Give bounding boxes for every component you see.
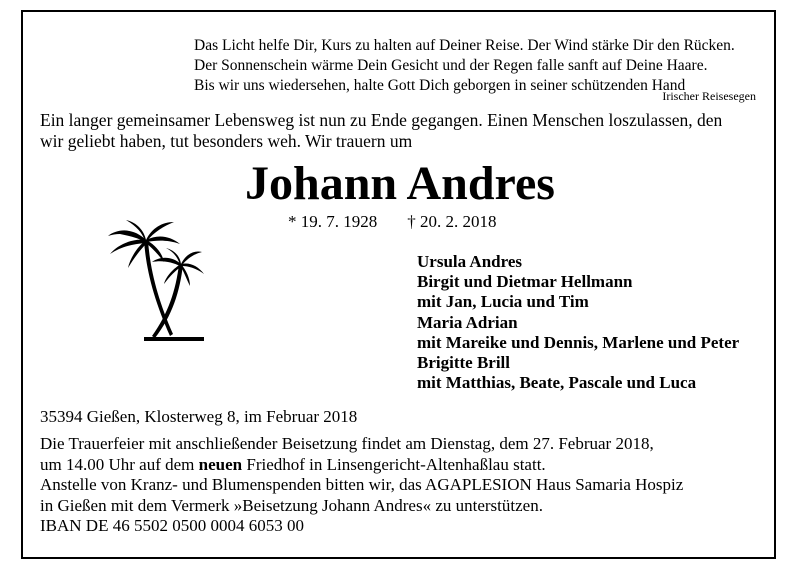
palm-trees-icon — [104, 220, 204, 348]
mourner-line: mit Jan, Lucia und Tim — [417, 292, 589, 312]
iban: IBAN DE 46 5502 0500 0004 6053 00 — [40, 516, 304, 535]
notice-line — [40, 455, 683, 476]
notice-line: Anstelle von Kranz- und Blumenspenden bitten wir, das AGAPLESION Haus Samaria Hospiz — [40, 475, 684, 494]
place-and-date: 35394 Gießen, Klosterweg 8, im Februar 2018 — [40, 407, 358, 426]
notice-text: um 14.00 Uhr auf dem — [40, 454, 199, 474]
birth-date: * 19. 7. 1928 — [288, 212, 378, 231]
notice-emphasis: neuen — [198, 454, 243, 474]
mourner-line: Brigitte Brill — [417, 353, 511, 373]
intro-line: Ein langer gemeinsamer Lebensweg ist nun zu Ende gegangen. Einen Menschen loszulassen, den — [40, 110, 723, 130]
life-dates — [288, 212, 497, 232]
notice-line: Die Trauerfeier mit anschließender Beisetzung findet am Dienstag, dem 27. Februar 2018, — [40, 434, 654, 453]
intro-line: wir geliebt haben, tut besonders weh. Wir trauern um — [40, 131, 413, 151]
mourner-line: Ursula Andres — [417, 252, 523, 271]
death-date: † 20. 2. 2018 — [407, 212, 497, 231]
deceased-name: Johann Andres — [245, 157, 555, 210]
notice-text: Friedhof in Linsengericht-Altenhaßlau statt. — [242, 454, 546, 474]
mourners-list — [417, 252, 739, 393]
intro-text — [40, 110, 722, 152]
blessing-source: Irischer Reisesegen — [662, 89, 756, 103]
blessing-line: Der Sonnenschein wärme Dein Gesicht und der Regen falle sanft auf Deine Haare. — [194, 57, 708, 74]
mourner-line: mit Mareike und Dennis, Marlene und Peter — [417, 332, 740, 352]
mourner-line: mit Matthias, Beate, Pascale und Luca — [417, 373, 697, 393]
mourner-line: Maria Adrian — [417, 312, 518, 332]
notice-line: in Gießen mit dem Vermerk »Beisetzung Johann Andres« zu unterstützen. — [40, 495, 543, 515]
mourner-line: Birgit und Dietmar Hellmann — [417, 272, 633, 292]
blessing-line: Das Licht helfe Dir, Kurs zu halten auf Deiner Reise. Der Wind stärke Dir den Rücken. — [194, 37, 735, 54]
blessing-line: Bis wir uns wiedersehen, halte Gott Dich geborgen in seiner schützenden Hand — [194, 77, 686, 94]
blessing-verse — [194, 36, 735, 96]
funeral-notice — [40, 434, 683, 537]
